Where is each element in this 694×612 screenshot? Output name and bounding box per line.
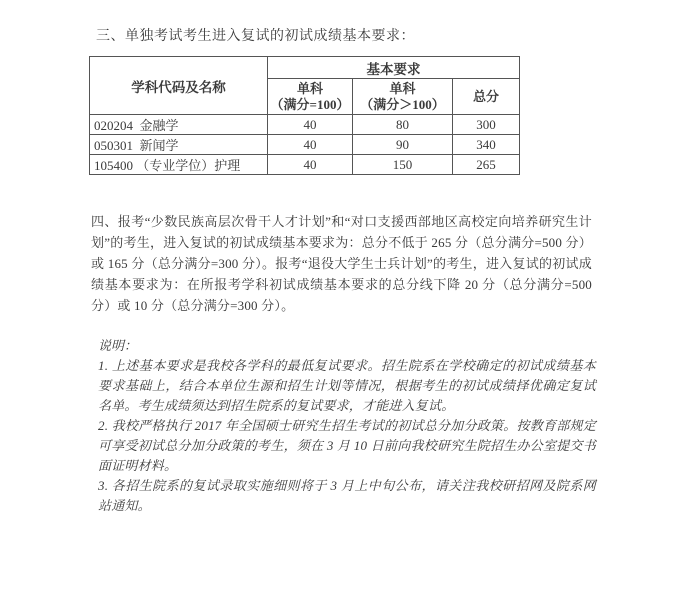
note-item-1: 1. 上述基本要求是我校各学科的最低复试要求。招生院系在学校确定的初试成绩基本要求基础上，结合本单位生源和招生计划等情况，根据考生的初试成绩择优确定复试名单。考生成绩须达到招生院系的复试要求，才能进入复试。 xyxy=(98,358,596,413)
note-item-3: 3. 各招生院系的复试录取实施细则将于 3 月上中旬公布，请关注我校研招网及院系网站通知。 xyxy=(98,478,596,513)
table-header-subject: 学科代码及名称 xyxy=(90,57,268,115)
cell-subject: 020204 金融学 xyxy=(90,115,268,135)
table-row xyxy=(90,115,520,135)
cell-total: 300 xyxy=(453,115,520,135)
cell-total: 340 xyxy=(453,135,520,155)
section-4-paragraph: 四、报考“少数民族高层次骨干人才计划”和“对口支援西部地区高校定向培养研究生计划”的考生，进入复试的初试成绩基本要求为：总分不低于 265 分（总分满分=500 分）或 165 分（总分满分=300 分）。报考“退役大学生士兵计划”的考生，进入复试的初试成绩基本要求为：在所报考学科初试成绩基本要求的总分线下降 20 分（总分满分=500 分）或 10 分（总分满分=300 分）。 xyxy=(91,214,592,313)
note-item-2: 2. 我校严格执行 2017 年全国硕士研究生招生考试的初试总分加分政策。按教育部规定可享受初试总分加分政策的考生，须在 3 月 10 日前向我校研究生院招生办公室提交书面证明材料。 xyxy=(98,418,596,473)
table-header-single-eq100 xyxy=(268,79,353,115)
header-single-gt100-line2: （满分＞100） xyxy=(360,96,445,112)
cell-subject: 105400 （专业学位）护理 xyxy=(90,155,268,175)
cell-single-eq100: 40 xyxy=(268,155,353,175)
table-header-single-gt100 xyxy=(353,79,453,115)
table-row xyxy=(90,155,520,175)
notes-title: 说明： xyxy=(98,338,138,353)
header-single-eq100-line1: 单科 xyxy=(296,80,323,96)
header-single-eq100-line2: （满分=100） xyxy=(270,96,350,112)
notes-section xyxy=(98,336,596,516)
cell-subject: 050301 新闻学 xyxy=(90,135,268,155)
score-requirements-table xyxy=(89,56,520,175)
section-3-heading: 三、单独考试考生进入复试的初试成绩基本要求： xyxy=(96,29,415,44)
cell-single-gt100: 90 xyxy=(353,135,453,155)
header-single-gt100-line1: 单科 xyxy=(389,80,416,96)
cell-single-eq100: 40 xyxy=(268,115,353,135)
table-row xyxy=(90,135,520,155)
table-header-row-group xyxy=(90,57,520,79)
cell-single-gt100: 150 xyxy=(353,155,453,175)
cell-single-gt100: 80 xyxy=(353,115,453,135)
cell-single-eq100: 40 xyxy=(268,135,353,155)
table-header-basic-requirements: 基本要求 xyxy=(268,57,520,79)
table-header-total: 总分 xyxy=(453,79,520,115)
cell-total: 265 xyxy=(453,155,520,175)
